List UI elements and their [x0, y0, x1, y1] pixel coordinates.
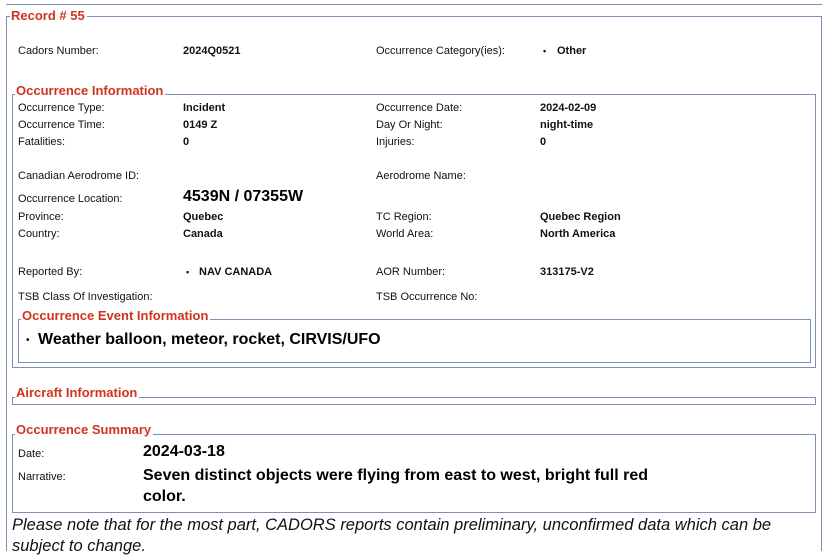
occurrence-category-value: Other: [557, 45, 587, 57]
tsb-class-label: TSB Class Of Investigation:: [18, 291, 153, 303]
aor-number-label: AOR Number:: [376, 266, 446, 278]
summary-date-label: Date:: [18, 448, 45, 460]
world-area-value: North America: [540, 228, 616, 240]
occurrence-event-legend: Occurrence Event Information: [22, 308, 209, 323]
narrative-line-1: Seven distinct objects were flying from east to west, bright full red: [143, 467, 648, 484]
tc-region-value: Quebec Region: [540, 211, 621, 223]
occurrence-category-label: Occurrence Category(ies):: [376, 45, 505, 57]
fatalities-value: 0: [183, 136, 190, 148]
world-area-label: World Area:: [376, 228, 434, 240]
cadors-number-label: Cadors Number:: [18, 45, 99, 57]
reported-by-value: NAV CANADA: [199, 266, 273, 278]
occurrence-type-label: Occurrence Type:: [18, 102, 105, 114]
aircraft-information-legend: Aircraft Information: [16, 385, 138, 400]
aerodrome-id-label: Canadian Aerodrome ID:: [18, 170, 140, 182]
country-label: Country:: [18, 228, 60, 240]
reported-by-bullet: •: [186, 267, 190, 277]
country-value: Canada: [183, 228, 223, 240]
summary-date-value: 2024-03-18: [143, 443, 225, 460]
injuries-value: 0: [540, 136, 547, 148]
occurrence-event-item: Weather balloon, meteor, rocket, CIRVIS/UFO: [38, 331, 381, 348]
occurrence-location-value: 4539N / 07355W: [183, 188, 304, 205]
cadors-number-value: 2024Q0521: [183, 45, 241, 57]
province-value: Quebec: [183, 211, 224, 223]
occurrence-time-value: 0149 Z: [183, 119, 218, 131]
narrative-line-2: color.: [143, 488, 186, 505]
tc-region-label: TC Region:: [376, 211, 432, 223]
day-or-night-label: Day Or Night:: [376, 119, 443, 131]
fatalities-label: Fatalities:: [18, 136, 66, 148]
province-label: Province:: [18, 211, 64, 223]
record-top-border-left: [6, 4, 822, 5]
event-bullet: •: [26, 335, 30, 346]
occurrence-information-legend: Occurrence Information: [16, 83, 164, 98]
tsb-occurrence-no-label: TSB Occurrence No:: [376, 291, 478, 303]
aerodrome-name-label: Aerodrome Name:: [376, 170, 466, 182]
occurrence-date-label: Occurrence Date:: [376, 102, 463, 114]
occurrence-time-label: Occurrence Time:: [18, 119, 105, 131]
occurrence-location-label: Occurrence Location:: [18, 193, 123, 205]
category-bullet: •: [543, 46, 547, 56]
occurrence-date-value: 2024-02-09: [540, 102, 597, 114]
narrative-label: Narrative:: [18, 471, 66, 483]
occurrence-summary-legend: Occurrence Summary: [16, 422, 152, 437]
occurrence-type-value: Incident: [183, 102, 226, 114]
injuries-label: Injuries:: [376, 136, 415, 148]
record-legend: Record # 55: [11, 8, 85, 23]
reported-by-label: Reported By:: [18, 266, 83, 278]
disclaimer-line-1: Please note that for the most part, CADORS reports contain preliminary, unconfirmed data which can be: [12, 516, 772, 534]
aor-number-value: 313175-V2: [540, 266, 594, 278]
disclaimer-line-2: subject to change.: [12, 537, 146, 555]
day-or-night-value: night-time: [540, 119, 594, 131]
